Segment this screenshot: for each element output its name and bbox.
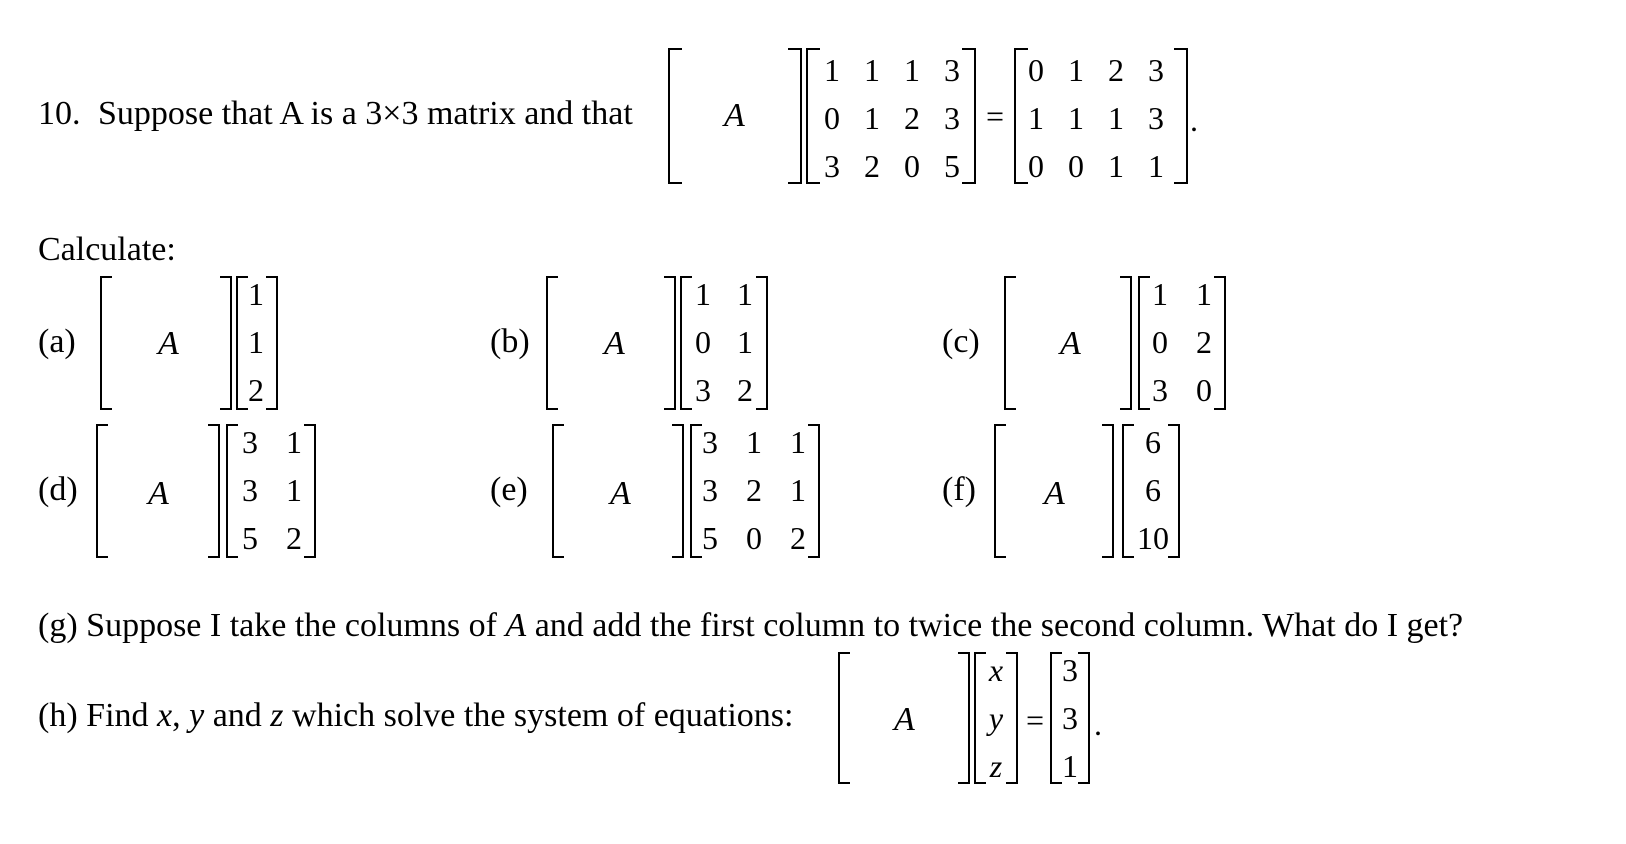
matrix-cell: 2 [904, 100, 920, 136]
matrix-cell: 1 [286, 424, 302, 460]
part-h-text [38, 696, 793, 736]
matrix-cell: x [988, 652, 1004, 688]
matrix-cell: 0 [1068, 148, 1084, 184]
part-h-comma-1: , [172, 697, 181, 734]
matrix-cell: 3 [242, 472, 258, 508]
part-f-A-label: A [1044, 475, 1065, 512]
matrix-c-right-bracket [1174, 48, 1188, 184]
matrix-a-left-bracket [668, 48, 682, 184]
part-d-matrix [228, 418, 316, 562]
part-h-text-2: which solve the system of equations: [292, 697, 794, 734]
matrix-cell: 3 [1062, 700, 1078, 736]
part-h-period: . [1094, 706, 1102, 742]
matrix-cell: 2 [248, 372, 264, 408]
matrix-cell: 6 [1145, 472, 1161, 508]
matrix-cell: 3 [695, 372, 711, 408]
matrix-cell: 3 [1148, 100, 1164, 136]
part-d-A-label: A [148, 475, 169, 512]
part-b-A-right-bracket [664, 276, 676, 410]
part-h-x: x [157, 697, 173, 734]
part-h-label: (h) [38, 697, 78, 734]
matrix-cell: 1 [248, 324, 264, 360]
matrix-cell: 6 [1145, 424, 1161, 460]
matrix-cell: 5 [242, 520, 258, 556]
part-a-A-label: A [158, 325, 179, 362]
part-d-label: (d) [38, 471, 78, 508]
matrix-cell: 1 [737, 276, 753, 312]
matrix-cell: 0 [1028, 52, 1044, 88]
part-a-A-left-bracket [100, 276, 112, 410]
matrix-cell: 1 [1068, 52, 1084, 88]
part-f-matrix-right-bracket [1168, 424, 1180, 558]
part-a-label: (a) [38, 323, 76, 360]
matrix-cell: 3 [702, 472, 718, 508]
part-f-label: (f) [942, 471, 976, 508]
period: . [1190, 102, 1198, 138]
matrix-cell: 1 [1108, 148, 1124, 184]
part-f-A-right-bracket [1102, 424, 1114, 558]
part-b-A-left-bracket [546, 276, 558, 410]
matrix-cell: 3 [944, 52, 960, 88]
matrix-cell: 2 [737, 372, 753, 408]
part-h-and: and [212, 697, 262, 734]
part-h-A-right-bracket [958, 652, 970, 784]
matrix-cell: 1 [904, 52, 920, 88]
part-g-A-label: A [505, 607, 527, 644]
matrix-cell: 1 [824, 52, 840, 88]
matrix-cell: 3 [1152, 372, 1168, 408]
matrix-cell: 0 [824, 100, 840, 136]
part-f-A-left-bracket [994, 424, 1006, 558]
matrix-a-label: A [724, 97, 745, 134]
matrix-cell: 1 [1152, 276, 1168, 312]
part-c-matrix [1138, 270, 1226, 414]
part-b-matrix-right-bracket [756, 276, 768, 410]
part-h-A-label: A [894, 701, 915, 738]
matrix-b-right-bracket [962, 48, 976, 184]
part-h-A-left-bracket [838, 652, 850, 784]
part-e-matrix [688, 418, 820, 562]
matrix-cell: 3 [824, 148, 840, 184]
matrix-cell: 2 [1196, 324, 1212, 360]
part-d-matrix-right-bracket [304, 424, 316, 558]
part-e-A-right-bracket [672, 424, 684, 558]
part-b-matrix [682, 270, 766, 414]
matrix-cell: 2 [1108, 52, 1124, 88]
matrix-cell: 0 [746, 520, 762, 556]
matrix-cell: 1 [1068, 100, 1084, 136]
matrix-cell: 1 [1148, 148, 1164, 184]
part-h-equals: = [1026, 702, 1045, 738]
part-g-text-after: and add the first column to twice the second column. What do I get? [534, 607, 1464, 644]
part-d-A-right-bracket [208, 424, 220, 558]
part-a-A-right-bracket [220, 276, 232, 410]
problem-intro: Suppose that A is a 3×3 matrix and that [98, 95, 633, 132]
matrix-b [812, 46, 972, 190]
matrix-cell: 2 [864, 148, 880, 184]
matrix-cell: 3 [702, 424, 718, 460]
matrix-a-right-bracket [788, 48, 802, 184]
matrix-c [1016, 46, 1176, 190]
part-b-A-label: A [604, 325, 625, 362]
part-c-A-left-bracket [1004, 276, 1016, 410]
matrix-cell: 0 [1028, 148, 1044, 184]
calculate-label: Calculate: [38, 231, 176, 268]
matrix-cell: 1 [746, 424, 762, 460]
matrix-cell: 2 [790, 520, 806, 556]
matrix-cell: 1 [1196, 276, 1212, 312]
matrix-cell: 0 [695, 324, 711, 360]
matrix-cell: 5 [702, 520, 718, 556]
matrix-cell: 1 [864, 100, 880, 136]
part-c-A-right-bracket [1120, 276, 1132, 410]
matrix-cell: 3 [242, 424, 258, 460]
matrix-cell: y [988, 700, 1004, 736]
part-e-label: (e) [490, 471, 528, 508]
part-d-A-left-bracket [96, 424, 108, 558]
part-c-label: (c) [942, 323, 980, 360]
matrix-cell: 1 [1028, 100, 1044, 136]
matrix-cell: 2 [746, 472, 762, 508]
matrix-cell: 1 [790, 472, 806, 508]
part-e-A-label: A [610, 475, 631, 512]
matrix-cell: 5 [944, 148, 960, 184]
matrix-cell: 1 [737, 324, 753, 360]
matrix-cell: 3 [1062, 652, 1078, 688]
problem-number: 10. [38, 95, 81, 132]
matrix-cell: 1 [1108, 100, 1124, 136]
matrix-cell: 1 [695, 276, 711, 312]
matrix-cell: 0 [1152, 324, 1168, 360]
part-e-matrix-right-bracket [808, 424, 820, 558]
matrix-cell: 1 [1062, 748, 1078, 784]
matrix-cell: 1 [248, 276, 264, 312]
matrix-cell: 1 [286, 472, 302, 508]
part-h-z: z [270, 697, 284, 734]
matrix-cell: 0 [1196, 372, 1212, 408]
part-a-matrix-right-bracket [266, 276, 278, 410]
matrix-cell: 0 [904, 148, 920, 184]
matrix-cell: 3 [944, 100, 960, 136]
part-g-text-before: Suppose I take the columns of [86, 607, 497, 644]
equals-sign: = [986, 98, 1005, 134]
part-c-matrix-right-bracket [1214, 276, 1226, 410]
part-h-rhs-right-bracket [1078, 652, 1090, 784]
part-b-label: (b) [490, 323, 530, 360]
matrix-cell: z [989, 748, 1003, 784]
part-e-A-left-bracket [552, 424, 564, 558]
part-g-text [38, 606, 1463, 646]
matrix-cell: 1 [790, 424, 806, 460]
matrix-cell: 1 [864, 52, 880, 88]
matrix-cell: 2 [286, 520, 302, 556]
part-h-y: y [189, 697, 205, 734]
matrix-cell: 3 [1148, 52, 1164, 88]
matrix-cell: 10 [1137, 520, 1169, 556]
part-c-A-label: A [1060, 325, 1081, 362]
part-h-text-1: Find [86, 697, 149, 734]
part-h-vars-right-bracket [1006, 652, 1018, 784]
part-g-label: (g) [38, 607, 78, 644]
